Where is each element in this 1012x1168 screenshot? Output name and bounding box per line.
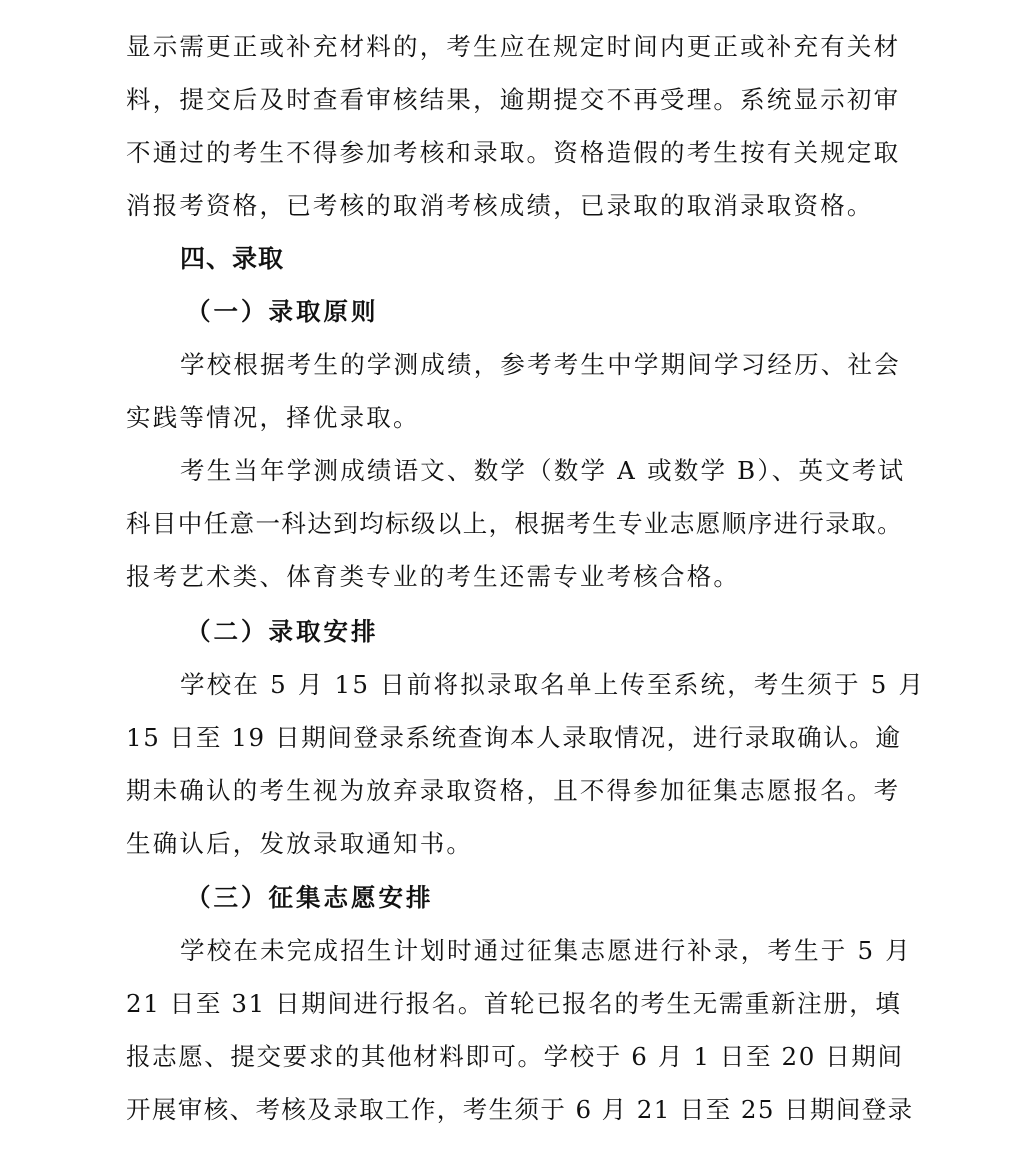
body-text-line: 生确认后，发放录取通知书。	[126, 829, 474, 858]
body-text-line: 15 日至 19 日期间登录系统查询本人录取情况，进行录取确认。逾	[126, 723, 902, 752]
paragraph-start: 学校在 5 月 15 日前将拟录取名单上传至系统，考生须于 5 月	[180, 670, 926, 699]
subsection-heading: （一）录取原则	[186, 297, 379, 326]
body-text-line: 显示需更正或补充材料的，考生应在规定时间内更正或补充有关材	[126, 32, 901, 61]
paragraph-start: 考生当年学测成绩语文、数学（数学 A 或数学 B）、英文考试	[180, 456, 906, 485]
section-heading: 四、录取	[180, 244, 285, 273]
body-text-line: 不通过的考生不得参加考核和录取。资格造假的考生按有关规定取	[126, 138, 901, 167]
body-text-line: 报志愿、提交要求的其他材料即可。学校于 6 月 1 日至 20 日期间	[126, 1042, 904, 1071]
subsection-heading: （二）录取安排	[186, 617, 379, 646]
paragraph-start: 学校在未完成招生计划时通过征集志愿进行补录，考生于 5 月	[180, 936, 912, 965]
body-text-line: 消报考资格，已考核的取消考核成绩，已录取的取消录取资格。	[126, 191, 874, 220]
body-text-line: 实践等情况，择优录取。	[126, 403, 420, 432]
body-text-line: 21 日至 31 日期间进行报名。首轮已报名的考生无需重新注册，填	[126, 989, 902, 1018]
body-text-line: 料，提交后及时查看审核结果，逾期提交不再受理。系统显示初审	[126, 85, 901, 114]
body-text-line: 开展审核、考核及录取工作，考生须于 6 月 21 日至 25 日期间登录	[126, 1095, 914, 1124]
subsection-heading: （三）征集志愿安排	[186, 883, 434, 912]
body-text-line: 期未确认的考生视为放弃录取资格，且不得参加征集志愿报名。考	[126, 776, 901, 805]
body-text-line: 科目中任意一科达到均标级以上，根据考生专业志愿顺序进行录取。	[126, 509, 903, 538]
paragraph-start: 学校根据考生的学测成绩，参考考生中学期间学习经历、社会	[180, 350, 901, 379]
body-text-line: 报考艺术类、体育类专业的考生还需专业考核合格。	[126, 562, 741, 591]
